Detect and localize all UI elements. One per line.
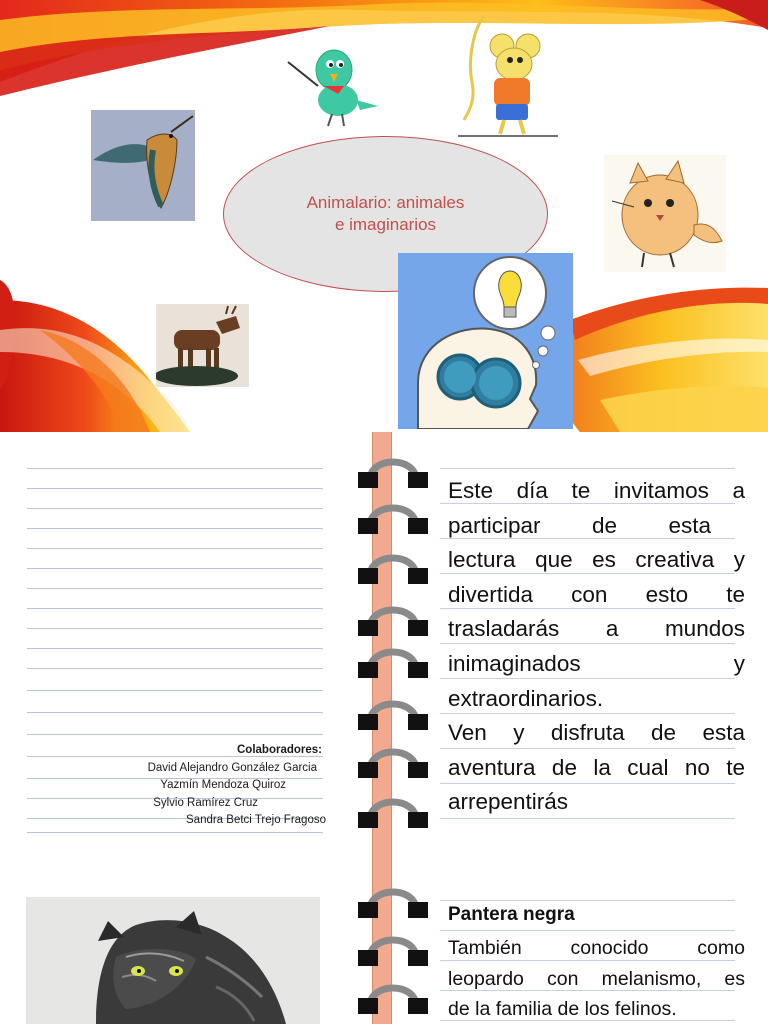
cover-slide	[0, 0, 768, 432]
intro-line: arrepentirás	[448, 789, 569, 815]
intro-line: participar de esta	[448, 512, 711, 538]
binder-ring-icon	[356, 450, 430, 494]
binder-ring-icon	[356, 546, 430, 590]
intro-line: extraordinarios.	[448, 685, 604, 711]
bird-illustration	[286, 40, 382, 128]
credits-block	[90, 742, 326, 830]
intro-line: trasladarás a mundos	[448, 616, 745, 642]
hummingbird-photo	[91, 110, 195, 221]
owl-cat-illustration	[604, 155, 726, 272]
goat-photo	[156, 304, 249, 387]
binder-ring-icon	[356, 976, 430, 1020]
intro-paragraph	[448, 474, 745, 820]
binder-ring-icon	[356, 928, 430, 972]
title-line-2: e imaginarios	[334, 215, 437, 234]
credit-name: Sandra Betci Trejo Fragoso	[186, 814, 326, 826]
mouse-illustration	[458, 12, 558, 138]
intro-line: divertida con esto te	[448, 581, 745, 607]
title-line-1: Animalario: animales	[306, 193, 465, 212]
credit-name: Yazmín Mendoza Quiroz	[160, 779, 286, 791]
credits-heading: Colaboradores:	[237, 744, 322, 756]
binder-ring-icon	[356, 598, 430, 642]
panther-line: leopardo con melanismo, es	[448, 967, 745, 990]
panther-paragraph	[448, 933, 745, 1024]
panther-photo	[26, 897, 320, 1024]
binder-ring-icon	[356, 880, 430, 924]
credit-name: Sylvio Ramírez Cruz	[153, 796, 258, 809]
intro-line: Este día te invitamos a	[448, 478, 745, 503]
binder-ring-icon	[356, 692, 430, 736]
thinking-head-illustration	[398, 253, 573, 429]
intro-line: lectura que es creativa y	[448, 547, 745, 573]
intro-line: aventura de la cual no te	[448, 754, 745, 780]
binder-ring-icon	[356, 496, 430, 540]
binder-ring-icon	[356, 640, 430, 684]
intro-line: Ven y disfruta de esta	[448, 720, 745, 746]
intro-line: inimaginados y	[448, 650, 745, 676]
binder-ring-icon	[356, 790, 430, 834]
panther-heading: Pantera negra	[448, 904, 575, 925]
credit-name: David Alejandro González Garcia	[147, 761, 317, 774]
binder-ring-icon	[356, 740, 430, 784]
panther-line: de la familia de los felinos.	[448, 998, 677, 1020]
panther-line: También conocido como	[448, 937, 745, 959]
